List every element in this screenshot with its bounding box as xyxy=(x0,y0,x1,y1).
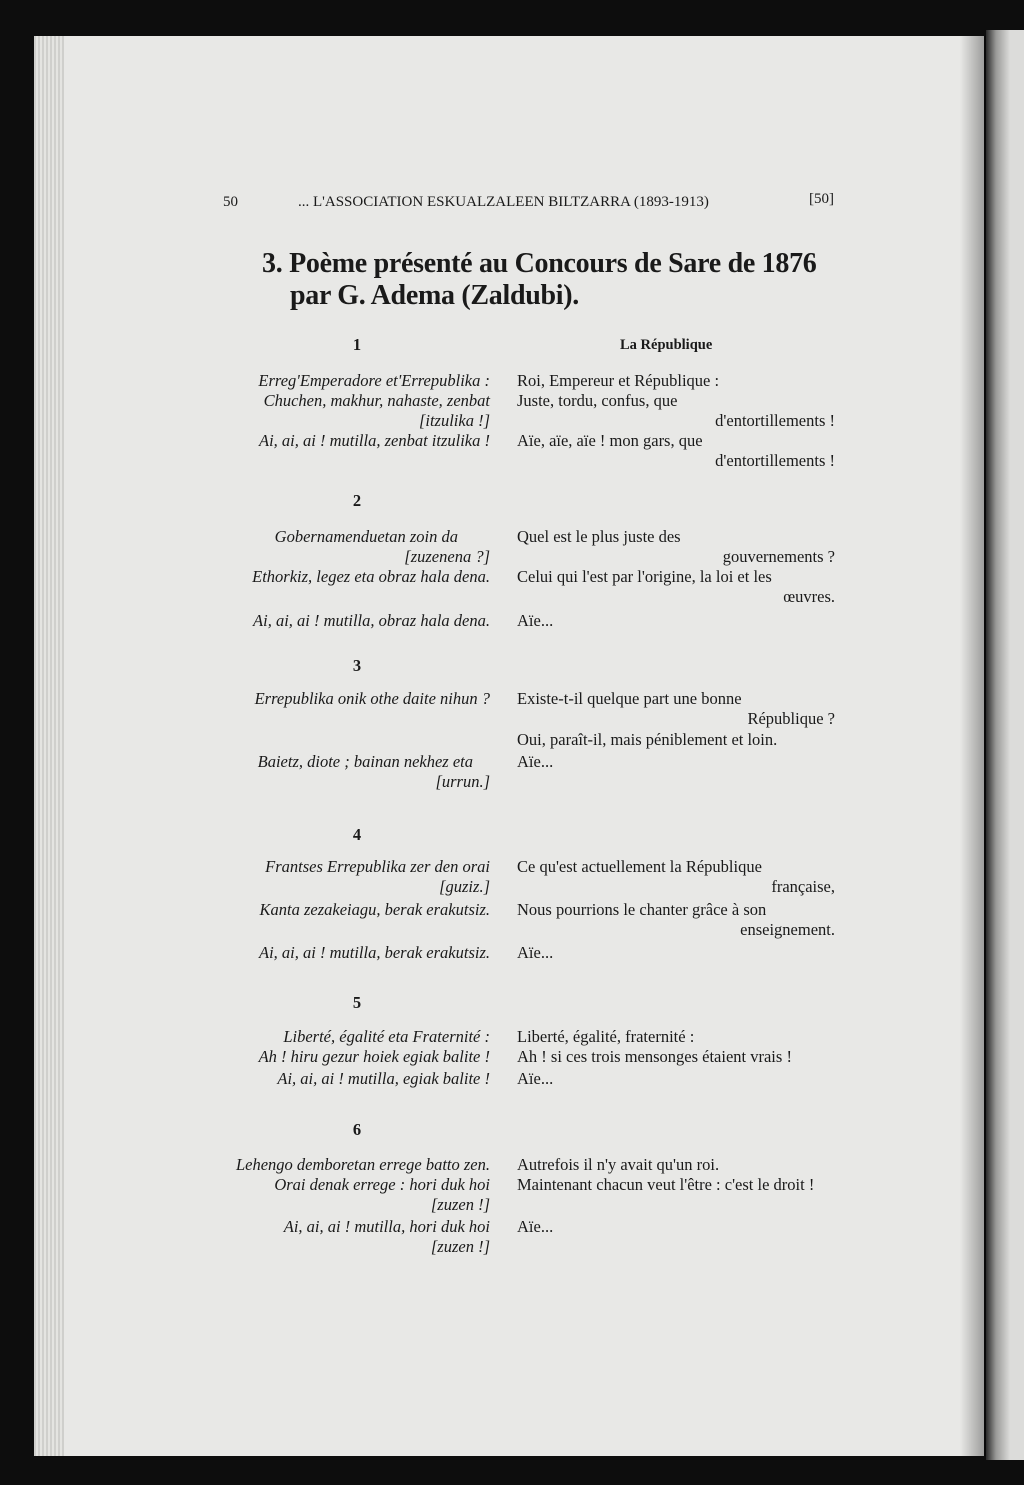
basque-line: Frantses Errepublika zer den orai xyxy=(265,857,490,876)
french-line: Nous pourrions le chanter grâce à son xyxy=(517,900,767,919)
french-line: République ? xyxy=(747,709,835,728)
french-line: gouvernements ? xyxy=(722,547,835,566)
stanza-number: 6 xyxy=(352,1120,362,1139)
stanza-number: 4 xyxy=(352,825,362,844)
basque-line: [zuzenena ?] xyxy=(404,547,490,566)
page-edges xyxy=(34,36,64,1456)
basque-line: [urrun.] xyxy=(435,772,490,791)
french-line: Aïe... xyxy=(517,1217,554,1236)
stanza-number: 3 xyxy=(352,656,362,675)
basque-line: Ethorkiz, legez eta obraz hala dena. xyxy=(252,567,490,586)
french-line: Autrefois il n'y avait qu'un roi. xyxy=(517,1155,720,1174)
bracket-page-number: [50] xyxy=(809,191,834,207)
basque-line: Ai, ai, ai ! mutilla, zenbat itzulika ! xyxy=(259,431,490,450)
poem-title-line-1: 3. Poème présenté au Concours de Sare de 1876 xyxy=(262,248,817,279)
french-line: Aïe... xyxy=(517,943,554,962)
french-line: Liberté, égalité, fraternité : xyxy=(517,1027,695,1046)
french-line: Aïe, aïe, aïe ! mon gars, que xyxy=(517,431,703,450)
basque-line: Ah ! hiru gezur hoiek egiak balite ! xyxy=(258,1047,490,1066)
french-line: Juste, tordu, confus, que xyxy=(517,391,678,410)
french-line: Aïe... xyxy=(517,611,554,630)
french-line: d'entortillements ! xyxy=(715,451,835,470)
basque-line: [itzulika !] xyxy=(418,411,490,430)
french-line: Roi, Empereur et République : xyxy=(517,371,720,390)
french-line: Ah ! si ces trois mensonges étaient vrais ! xyxy=(517,1047,792,1066)
french-line: Oui, paraît-il, mais péniblement et loin. xyxy=(517,730,778,749)
french-line: Celui qui l'est par l'origine, la loi et les xyxy=(517,567,772,586)
french-line: Quel est le plus juste des xyxy=(517,527,681,546)
page-number: 50 xyxy=(223,194,238,210)
french-line: Aïe... xyxy=(517,1069,554,1088)
french-line: Existe-t-il quelque part une bonne xyxy=(517,689,742,708)
french-line: enseignement. xyxy=(740,920,835,939)
basque-line: Errepublika onik othe daite nihun ? xyxy=(254,689,490,708)
basque-line: Liberté, égalité eta Fraternité : xyxy=(283,1027,490,1046)
basque-line: Lehengo demboretan errege batto zen. xyxy=(235,1155,490,1174)
french-line: Aïe... xyxy=(517,752,554,771)
french-line: Ce qu'est actuellement la République xyxy=(517,857,762,876)
poem-title-line-2: par G. Adema (Zaldubi). xyxy=(290,280,579,311)
basque-line: Ai, ai, ai ! mutilla, hori duk hoi xyxy=(283,1217,490,1236)
basque-line: Ai, ai, ai ! mutilla, obraz hala dena. xyxy=(253,611,490,630)
basque-line: Ai, ai, ai ! mutilla, berak erakutsiz. xyxy=(259,943,490,962)
stanza-number: 5 xyxy=(352,993,362,1012)
next-page-edge xyxy=(986,30,1024,1460)
french-line: œuvres. xyxy=(783,587,835,606)
basque-line: Baietz, diote ; bainan nekhez eta xyxy=(257,752,473,771)
binding-shadow xyxy=(960,36,986,1456)
french-line: Maintenant chacun veut l'être : c'est le droit ! xyxy=(517,1175,815,1194)
basque-line: Gobernamenduetan zoin da xyxy=(274,527,458,546)
running-title: ... L'ASSOCIATION ESKUALZALEEN BILTZARRA (1893-1913) xyxy=(298,194,709,210)
basque-line: [zuzen !] xyxy=(430,1237,490,1256)
french-line: d'entortillements ! xyxy=(715,411,835,430)
stanza-number: 1 xyxy=(352,335,362,354)
basque-line: Erreg'Emperadore et'Errepublika : xyxy=(258,371,490,390)
basque-line: [guziz.] xyxy=(439,877,490,896)
basque-line: Orai denak errege : hori duk hoi xyxy=(274,1175,490,1194)
basque-line: Ai, ai, ai ! mutilla, egiak balite ! xyxy=(277,1069,490,1088)
french-line: française, xyxy=(771,877,835,896)
basque-line: [zuzen !] xyxy=(430,1195,490,1214)
basque-line: Kanta zezakeiagu, berak erakutsiz. xyxy=(259,900,490,919)
translation-heading: La République xyxy=(620,337,713,353)
basque-line: Chuchen, makhur, nahaste, zenbat xyxy=(263,391,490,410)
stanza-number: 2 xyxy=(352,491,362,510)
